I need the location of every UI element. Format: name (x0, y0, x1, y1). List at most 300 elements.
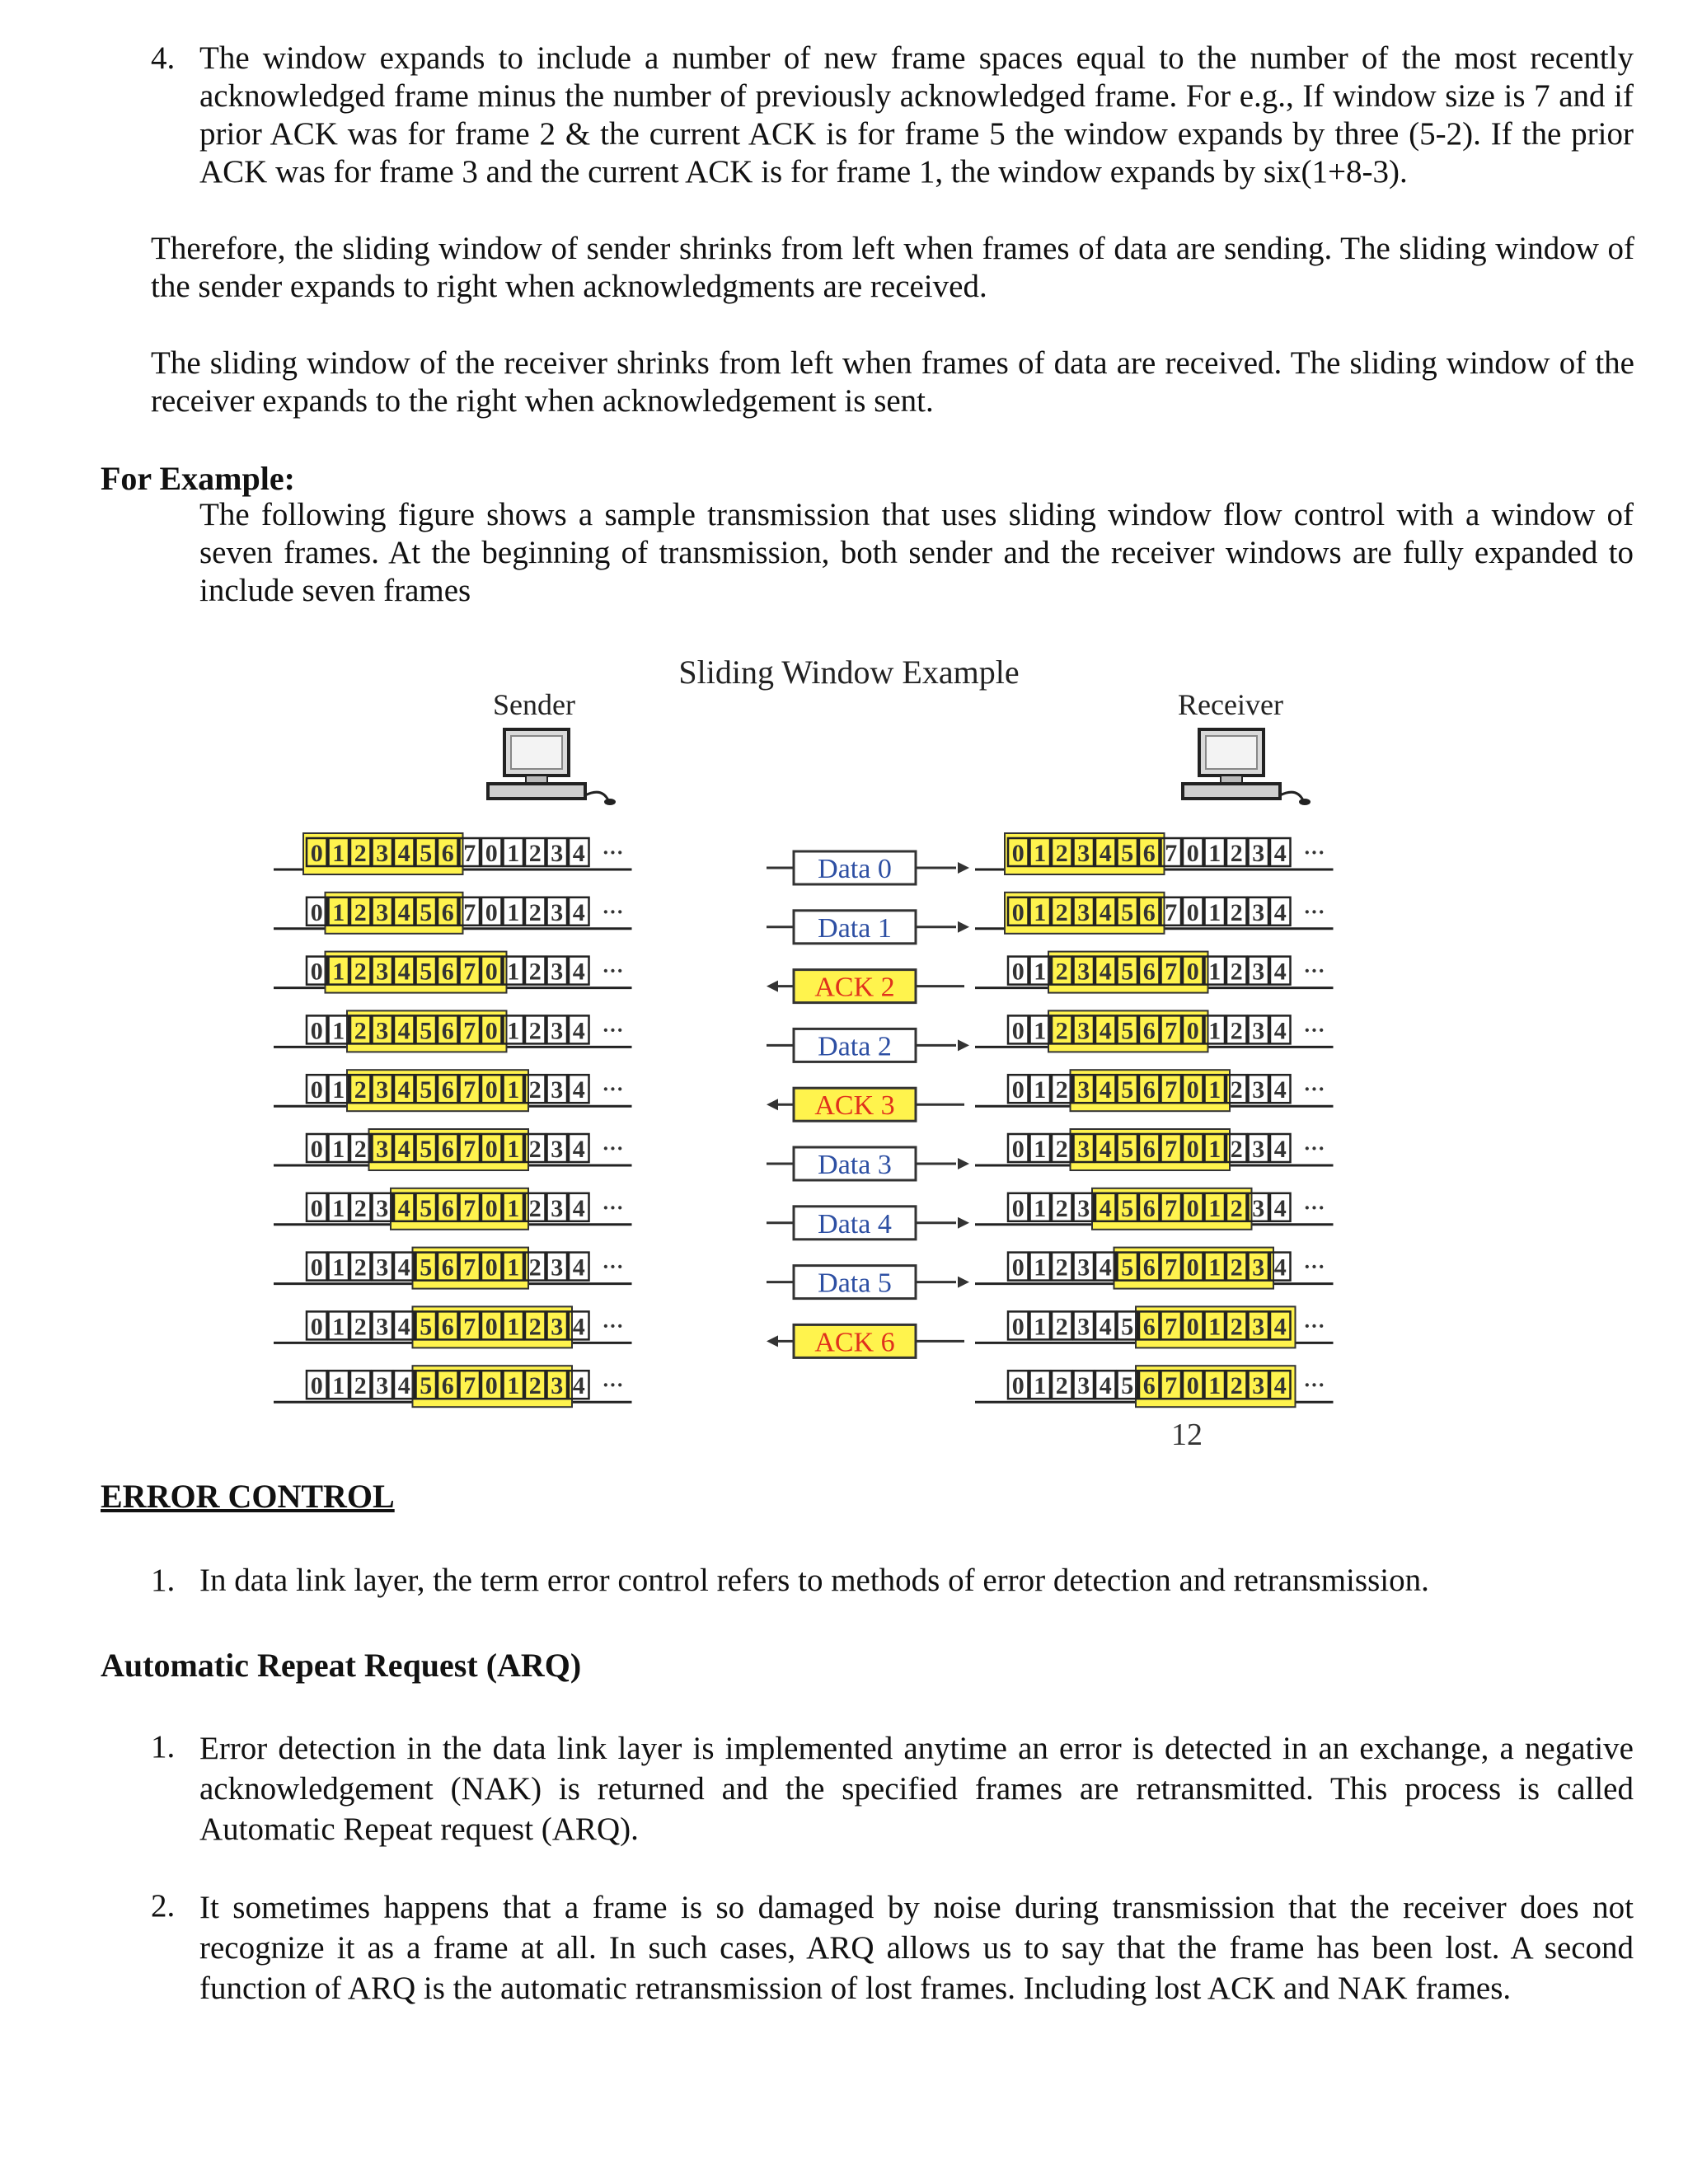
frame-number: 7 (463, 1136, 476, 1163)
frame-number: 4 (1273, 840, 1287, 867)
data-message (767, 851, 969, 884)
frame-number: 1 (332, 1372, 345, 1400)
frame-number: 1 (332, 840, 345, 867)
frame-number: 6 (1142, 840, 1156, 867)
frame-number: 4 (397, 1194, 410, 1222)
frame-number: 3 (1252, 840, 1265, 867)
message-label: Data 2 (818, 1031, 892, 1062)
frame-number: 2 (354, 1254, 367, 1282)
arq-item-1-number: 1. (151, 1729, 176, 1765)
frame-number: 7 (463, 1372, 476, 1400)
frame-ellipsis: ··· (602, 1373, 624, 1398)
frame-number: 6 (441, 958, 454, 986)
frame-number: 4 (397, 1254, 410, 1282)
frame-number: 5 (1121, 958, 1134, 986)
frame-number: 4 (572, 1194, 585, 1222)
frame-ellipsis: ··· (602, 958, 624, 983)
arrow-left-icon (767, 981, 778, 992)
frame-number: 3 (551, 1254, 564, 1282)
frame-number: 1 (1034, 1194, 1047, 1222)
ack-message (767, 1088, 964, 1121)
frame-number: 1 (1034, 1136, 1047, 1163)
frame-number: 2 (354, 1017, 367, 1045)
frame-number: 4 (1273, 1313, 1287, 1341)
figure-title: Sliding Window Example (678, 654, 1020, 691)
frame-number: 7 (463, 1076, 476, 1104)
frame-number: 6 (1142, 1372, 1156, 1400)
frame-ellipsis: ··· (1303, 958, 1325, 983)
frame-number: 1 (1034, 958, 1047, 986)
frame-number: 0 (310, 1076, 323, 1104)
ack-message (767, 1324, 964, 1357)
frame-number: 2 (1230, 1372, 1243, 1400)
frame-number: 3 (376, 898, 389, 926)
frame-number: 2 (354, 1313, 367, 1341)
frame-number: 4 (1099, 1194, 1112, 1222)
frame-number: 5 (1121, 1372, 1134, 1400)
receiver-window-row (975, 1129, 1334, 1170)
frame-number: 3 (1252, 1194, 1265, 1222)
frame-number: 4 (397, 958, 410, 986)
frame-number: 0 (1011, 1017, 1025, 1045)
arrow-left-icon (767, 1099, 778, 1110)
frame-number: 1 (1034, 840, 1047, 867)
frame-number: 2 (1230, 840, 1243, 867)
message-label: Data 3 (818, 1150, 892, 1180)
frame-number: 1 (1034, 1313, 1047, 1341)
frame-number: 3 (1252, 958, 1265, 986)
frame-number: 6 (1142, 958, 1156, 986)
frame-number: 0 (1186, 1136, 1199, 1163)
frame-number: 5 (1121, 1313, 1134, 1341)
frame-number: 3 (551, 1017, 564, 1045)
message-label: ACK 3 (814, 1090, 895, 1122)
frame-number: 3 (1077, 958, 1090, 986)
frame-number: 2 (354, 1136, 367, 1163)
data-message (767, 911, 969, 944)
frame-number: 0 (485, 958, 498, 986)
frame-number: 1 (1034, 1372, 1047, 1400)
frame-number: 4 (397, 1076, 410, 1104)
frame-number: 6 (441, 840, 454, 867)
frame-number: 1 (332, 958, 345, 986)
arq-heading: Automatic Repeat Request (ARQ) (101, 1647, 582, 1684)
frame-ellipsis: ··· (1303, 1254, 1325, 1279)
frame-number: 2 (528, 898, 542, 926)
frame-number: 1 (332, 1017, 345, 1045)
frame-number: 4 (1099, 1254, 1112, 1282)
receiver-window-row (975, 1188, 1334, 1230)
frame-number: 1 (1208, 898, 1221, 926)
sender-window-row (274, 1188, 632, 1230)
frame-number: 1 (507, 1372, 520, 1400)
frame-number: 0 (1186, 958, 1199, 986)
frame-number: 1 (1208, 1194, 1221, 1222)
frame-number: 1 (332, 1254, 345, 1282)
frame-number: 4 (397, 840, 410, 867)
frame-number: 6 (1142, 1017, 1156, 1045)
receiver-window-row (975, 1010, 1334, 1052)
frame-ellipsis: ··· (1303, 1018, 1325, 1043)
frame-number: 1 (1208, 958, 1221, 986)
frame-number: 0 (310, 1017, 323, 1045)
sliding-window-figure (247, 647, 1451, 1455)
data-message (767, 1207, 969, 1240)
frame-number: 2 (1055, 1313, 1068, 1341)
frame-number: 1 (507, 1076, 520, 1104)
frame-ellipsis: ··· (602, 1195, 624, 1220)
frame-number: 7 (463, 1017, 476, 1045)
arrow-right-icon (958, 1158, 969, 1169)
frame-number: 0 (485, 1017, 498, 1045)
frame-number: 2 (1055, 1194, 1068, 1222)
frame-number: 0 (310, 840, 323, 867)
receiver-window-row (975, 833, 1334, 874)
frame-number: 4 (1273, 1194, 1287, 1222)
paragraph-receiver-window: The sliding window of the receiver shrinks from left when frames of data are received. The sliding window of the receiver expands to the right when acknowledgement is sent. (151, 345, 1634, 419)
frame-number: 1 (1208, 1313, 1221, 1341)
sender-window-row (274, 1248, 632, 1289)
example-text: The following figure shows a sample transmission that uses sliding window flow control with a window of seven frames. At the beginning of transmission, both sender and the receiver windows are fully expanded to include seven frames (199, 497, 1634, 608)
frame-number: 5 (420, 840, 433, 867)
frame-number: 2 (354, 958, 367, 986)
frame-number: 4 (397, 1136, 410, 1163)
message-label: Data 4 (818, 1208, 892, 1240)
sender-window-row (274, 1070, 632, 1111)
frame-number: 3 (1077, 1017, 1090, 1045)
frame-number: 5 (1121, 1017, 1134, 1045)
frame-number: 2 (354, 1194, 367, 1222)
frame-number: 4 (572, 1313, 585, 1341)
frame-number: 4 (1273, 1076, 1287, 1104)
frame-number: 6 (441, 1372, 454, 1400)
frame-number: 0 (1011, 1194, 1025, 1222)
frame-number: 3 (376, 958, 389, 986)
item-4-text: The window expands to include a number of new frame spaces equal to the number of the most recently acknowledged frame minus the number of previously acknowledged frame. For e.g., If window size is 7 and if prior ACK was for frame 2 & the current ACK is for frame 5 the window expands by three (5-2). If the prior ACK was for frame 3 and the current ACK is for frame 1, the window expands by six(1+8-3). (199, 40, 1634, 190)
frame-number: 4 (1273, 1372, 1287, 1400)
frame-number: 0 (310, 898, 323, 926)
frame-number: 0 (485, 840, 498, 867)
sender-window-row (274, 1306, 632, 1347)
frame-number: 1 (507, 1254, 520, 1282)
frame-number: 6 (441, 1254, 454, 1282)
frame-number: 3 (551, 840, 564, 867)
frame-number: 2 (528, 1372, 542, 1400)
example-heading: For Example: (101, 460, 295, 497)
frame-ellipsis: ··· (1303, 899, 1325, 924)
frame-number: 2 (1055, 1372, 1068, 1400)
frame-number: 4 (397, 1372, 410, 1400)
frame-number: 4 (1099, 1076, 1112, 1104)
frame-number: 6 (1142, 1254, 1156, 1282)
frame-number: 1 (1208, 1254, 1221, 1282)
frame-number: 7 (1165, 1136, 1178, 1163)
frame-number: 5 (420, 1136, 433, 1163)
sender-window-row (274, 1366, 632, 1407)
frame-number: 1 (1208, 1076, 1221, 1104)
frame-number: 5 (420, 1017, 433, 1045)
frame-number: 7 (1165, 1372, 1178, 1400)
frame-number: 2 (1055, 1076, 1068, 1104)
frame-number: 2 (1230, 1017, 1243, 1045)
frame-number: 4 (1273, 1254, 1287, 1282)
frame-number: 7 (1165, 1313, 1178, 1341)
data-message (767, 1266, 969, 1299)
frame-number: 2 (528, 958, 542, 986)
frame-number: 1 (507, 1017, 520, 1045)
frame-number: 2 (528, 1076, 542, 1104)
frame-number: 7 (463, 958, 476, 986)
ack-message (767, 970, 964, 1003)
frame-number: 7 (463, 840, 476, 867)
frame-number: 6 (441, 1194, 454, 1222)
frame-number: 3 (1252, 1017, 1265, 1045)
frame-number: 1 (1034, 898, 1047, 926)
frame-number: 4 (1099, 1136, 1112, 1163)
frame-ellipsis: ··· (602, 899, 624, 924)
frame-number: 2 (528, 1254, 542, 1282)
frame-number: 4 (397, 1017, 410, 1045)
frame-number: 3 (551, 1194, 564, 1222)
frame-number: 5 (420, 1194, 433, 1222)
frame-number: 3 (376, 1254, 389, 1282)
sender-window-row (274, 893, 632, 934)
frame-number: 3 (376, 1372, 389, 1400)
page-number: 12 (1171, 1418, 1203, 1452)
sender-computer-icon (488, 729, 616, 805)
message-label: ACK 6 (814, 1327, 895, 1358)
frame-number: 7 (463, 1254, 476, 1282)
frame-number: 1 (507, 1194, 520, 1222)
frame-number: 3 (1077, 1136, 1090, 1163)
frame-number: 7 (463, 1313, 476, 1341)
frame-number: 3 (1252, 1076, 1265, 1104)
frame-number: 2 (1055, 898, 1068, 926)
frame-number: 0 (310, 1254, 323, 1282)
arrow-left-icon (767, 1335, 778, 1347)
arq-item-2-number: 2. (151, 1888, 176, 1924)
frame-number: 1 (1034, 1254, 1047, 1282)
frame-number: 1 (332, 1076, 345, 1104)
frame-number: 3 (376, 1194, 389, 1222)
frame-ellipsis: ··· (602, 1314, 624, 1338)
frame-number: 5 (420, 898, 433, 926)
frame-number: 3 (1077, 898, 1090, 926)
messages (767, 851, 969, 1357)
frame-number: 0 (1011, 958, 1025, 986)
frame-number: 2 (354, 1076, 367, 1104)
frame-number: 2 (1230, 1136, 1243, 1163)
frame-number: 7 (463, 1194, 476, 1222)
frame-number: 7 (1165, 1076, 1178, 1104)
frame-number: 2 (1230, 1254, 1243, 1282)
frame-number: 0 (1186, 1254, 1199, 1282)
item-4-number: 4. (151, 40, 176, 76)
frame-number: 6 (441, 1017, 454, 1045)
frame-number: 0 (1011, 1254, 1025, 1282)
frame-number: 5 (420, 1313, 433, 1341)
frame-ellipsis: ··· (1303, 1077, 1325, 1102)
frame-number: 0 (310, 1194, 323, 1222)
frame-number: 4 (572, 1372, 585, 1400)
frame-number: 7 (1165, 840, 1178, 867)
frame-number: 1 (507, 898, 520, 926)
frame-number: 3 (551, 1136, 564, 1163)
frame-number: 0 (485, 1136, 498, 1163)
arrow-right-icon (958, 862, 969, 874)
frame-number: 2 (528, 1194, 542, 1222)
frame-number: 1 (332, 1194, 345, 1222)
frame-number: 5 (1121, 898, 1134, 926)
frame-ellipsis: ··· (1303, 1373, 1325, 1398)
frame-number: 3 (376, 1076, 389, 1104)
frame-number: 3 (376, 840, 389, 867)
frame-number: 7 (1165, 1017, 1178, 1045)
message-label: ACK 2 (814, 972, 895, 1003)
frame-number: 1 (1208, 1136, 1221, 1163)
frame-number: 2 (354, 1372, 367, 1400)
frame-number: 6 (441, 1076, 454, 1104)
frame-number: 2 (1055, 1017, 1068, 1045)
frame-number: 1 (507, 958, 520, 986)
frame-number: 0 (1011, 1313, 1025, 1341)
data-message (767, 1029, 969, 1062)
frame-number: 0 (1011, 840, 1025, 867)
frame-number: 0 (485, 1372, 498, 1400)
frame-number: 1 (1208, 840, 1221, 867)
frame-number: 3 (1252, 1136, 1265, 1163)
frame-number: 5 (420, 1076, 433, 1104)
frame-number: 4 (1099, 1313, 1112, 1341)
frame-number: 4 (572, 840, 585, 867)
frame-number: 3 (551, 1076, 564, 1104)
frame-number: 2 (1230, 958, 1243, 986)
frame-number: 5 (1121, 1254, 1134, 1282)
frame-number: 0 (310, 1313, 323, 1341)
frame-number: 4 (572, 1076, 585, 1104)
frame-number: 0 (485, 1254, 498, 1282)
frame-number: 4 (1099, 840, 1112, 867)
arq-item-2-text: It sometimes happens that a frame is so damaged by noise during transmission that the receiver does not recognize it as a frame at all. In such cases, ARQ allows us to say that the frame has been lost. A second function of ARQ is the automatic retransmission of lost frames. Including lost ACK and NAK frames. (199, 1890, 1634, 2006)
frame-number: 1 (507, 1313, 520, 1341)
frame-number: 6 (1142, 1194, 1156, 1222)
frame-number: 1 (507, 1136, 520, 1163)
frame-ellipsis: ··· (602, 1018, 624, 1043)
frame-number: 4 (1099, 898, 1112, 926)
frame-number: 6 (1142, 1136, 1156, 1163)
sender-window-row (274, 833, 632, 874)
frame-number: 2 (1055, 840, 1068, 867)
frame-number: 2 (1230, 1076, 1243, 1104)
frame-number: 3 (1252, 1372, 1265, 1400)
receiver-label: Receiver (1178, 688, 1283, 721)
frame-number: 0 (1011, 1372, 1025, 1400)
frame-number: 3 (1252, 1313, 1265, 1341)
sender-window-row (274, 1129, 632, 1170)
data-message (767, 1147, 969, 1180)
arrow-right-icon (958, 1217, 969, 1229)
receiver-window-row (975, 1248, 1334, 1289)
frame-number: 0 (485, 898, 498, 926)
frame-number: 3 (376, 1136, 389, 1163)
receiver-window-row (975, 893, 1334, 934)
error-item-1-text: In data link layer, the term error control refers to methods of error detection and retransmission. (199, 1563, 1429, 1598)
frame-number: 2 (1055, 958, 1068, 986)
frame-number: 4 (572, 898, 585, 926)
receiver-computer-icon (1183, 729, 1311, 805)
frame-number: 0 (310, 1372, 323, 1400)
frame-number: 3 (551, 1313, 564, 1341)
frame-number: 3 (1077, 840, 1090, 867)
frame-number: 4 (1099, 958, 1112, 986)
frame-number: 3 (1077, 1313, 1090, 1341)
frame-number: 0 (1186, 898, 1199, 926)
frame-ellipsis: ··· (1303, 1314, 1325, 1338)
frame-number: 1 (1208, 1017, 1221, 1045)
error-item-1-number: 1. (151, 1563, 176, 1598)
frame-number: 0 (1011, 898, 1025, 926)
frame-number: 3 (376, 1313, 389, 1341)
frame-number: 4 (1273, 1136, 1287, 1163)
frame-ellipsis: ··· (602, 1137, 624, 1160)
frame-number: 1 (507, 840, 520, 867)
frame-number: 0 (1186, 1372, 1199, 1400)
frame-number: 3 (551, 1372, 564, 1400)
message-label: Data 1 (818, 912, 892, 944)
frame-ellipsis: ··· (1303, 1137, 1325, 1160)
frame-number: 7 (1165, 898, 1178, 926)
frame-number: 3 (1077, 1372, 1090, 1400)
message-label: Data 5 (818, 1268, 892, 1299)
frame-number: 0 (1011, 1076, 1025, 1104)
frame-number: 7 (1165, 1194, 1178, 1222)
frame-number: 1 (332, 1313, 345, 1341)
frame-ellipsis: ··· (1303, 1195, 1325, 1220)
frame-number: 6 (1142, 1313, 1156, 1341)
frame-number: 0 (485, 1076, 498, 1104)
sender-window-row (274, 952, 632, 993)
frame-number: 0 (310, 1136, 323, 1163)
arq-item-1-text: Error detection in the data link layer is implemented anytime an error is detected in an exchange, a negative acknowledgement (NAK) is returned and the specified frames are retransmitted. This process is called Automatic Repeat request (ARQ). (199, 1731, 1634, 1847)
frame-number: 2 (528, 1313, 542, 1341)
error-control-heading: ERROR CONTROL (101, 1478, 395, 1515)
frame-number: 1 (332, 898, 345, 926)
frame-number: 6 (441, 898, 454, 926)
frame-number: 6 (1142, 898, 1156, 926)
frame-number: 2 (1230, 1194, 1243, 1222)
frame-number: 3 (376, 1017, 389, 1045)
frame-number: 6 (1142, 1076, 1156, 1104)
frame-number: 3 (551, 898, 564, 926)
frame-number: 2 (1055, 1136, 1068, 1163)
frame-number: 2 (354, 840, 367, 867)
frame-number: 0 (1186, 1076, 1199, 1104)
frame-number: 3 (1077, 1254, 1090, 1282)
frame-number: 7 (463, 898, 476, 926)
frame-number: 0 (485, 1313, 498, 1341)
frame-ellipsis: ··· (602, 1254, 624, 1279)
frame-number: 3 (551, 958, 564, 986)
frame-number: 0 (485, 1194, 498, 1222)
receiver-window-row (975, 952, 1334, 993)
frame-number: 1 (1034, 1076, 1047, 1104)
frame-number: 4 (1099, 1017, 1112, 1045)
frame-number: 5 (1121, 840, 1134, 867)
frame-number: 5 (1121, 1136, 1134, 1163)
frame-number: 1 (1034, 1017, 1047, 1045)
frame-number: 1 (1208, 1372, 1221, 1400)
frame-number: 6 (441, 1136, 454, 1163)
